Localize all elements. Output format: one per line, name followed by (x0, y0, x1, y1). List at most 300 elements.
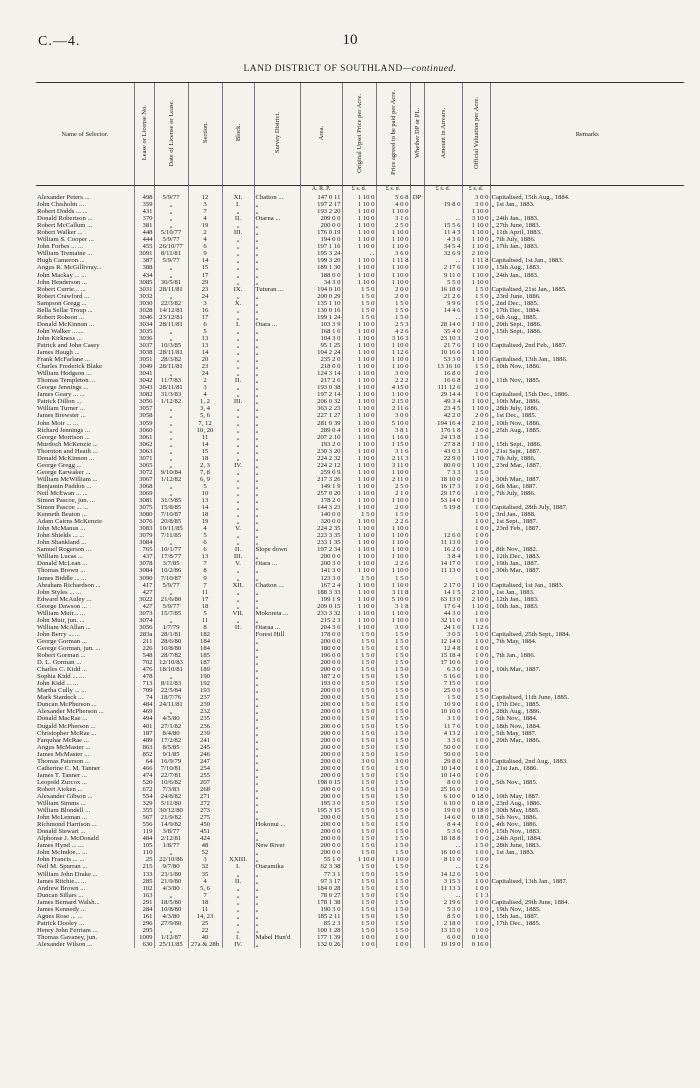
table-cell: „ (154, 892, 188, 899)
table-cell: 1 10 0 (462, 264, 490, 271)
table-cell: „ 19th May, 1887. (490, 793, 684, 800)
table-cell: 24 13 8 (424, 434, 462, 441)
table-cell: „ (254, 455, 300, 462)
table-cell (490, 434, 684, 441)
table-cell: IV. (222, 941, 254, 948)
table-cell (222, 758, 254, 765)
table-cell: 548 (134, 652, 154, 659)
table-cell: 7 (188, 582, 222, 589)
table-cell (410, 405, 424, 412)
table-cell: 474 (134, 772, 154, 779)
table-cell: 22/7/81 (154, 772, 188, 779)
table-cell: 5/9/77 (154, 194, 188, 201)
table-cell: 10/1/77 (154, 546, 188, 553)
table-cell (410, 504, 424, 511)
table-cell: William Blondell ... (37, 807, 91, 815)
table-cell: 12/10/83 (154, 659, 188, 666)
table-cell (410, 257, 424, 264)
table-cell: George Gorman ... (37, 637, 87, 645)
table-cell: VII. (222, 610, 254, 617)
table-row (36, 553, 684, 560)
table-cell: 3090 (134, 575, 154, 582)
table-cell: 2 5 0 (376, 483, 410, 490)
table-cell: 19 (188, 518, 222, 525)
table-cell: 3069 (134, 490, 154, 497)
table-cell: 268 (188, 786, 222, 793)
table-cell (410, 469, 424, 476)
table-cell: „ (254, 744, 300, 751)
table-cell: 1 0 0 (462, 504, 490, 511)
table-cell: Leopold Zurcox ... (37, 778, 87, 786)
table-row (36, 793, 684, 800)
table-cell: „ 28th Aug., 1886. (490, 708, 684, 715)
table-cell: 863 (134, 744, 154, 751)
table-cell: Capitalised, 21st Jan., 1885. (490, 286, 684, 293)
table-cell: 1 5 0 (376, 673, 410, 680)
table-cell: 132 0 26 (300, 941, 342, 948)
table-cell: „ (222, 476, 254, 483)
table-cell: 1 0 0 (462, 765, 490, 772)
table-cell: 3049 (134, 363, 154, 370)
table-row (36, 927, 684, 934)
table-cell (222, 687, 254, 694)
table-row (36, 321, 684, 328)
table-cell: 16 2 6 (424, 546, 462, 553)
table-cell: 18 10 0 (424, 476, 462, 483)
table-cell: 2 10 0 (462, 596, 490, 603)
table-cell: 194 16 4 (424, 420, 462, 427)
table-cell: „ 10th Nov., 1886. (490, 363, 684, 370)
table-cell: „ (222, 314, 254, 321)
table-cell: 19 8 0 (424, 201, 462, 208)
table-cell: 16 8 0 (424, 370, 462, 377)
table-cell: „ (254, 920, 300, 927)
table-cell (410, 293, 424, 300)
table-cell: 451 (188, 828, 222, 835)
table-cell: „ 15th Sept., 1886. (490, 441, 684, 448)
table-cell: 1 10 0 (342, 434, 376, 441)
table-row (36, 659, 684, 666)
table-cell: 1 0 0 (462, 744, 490, 751)
table-cell: „ (254, 849, 300, 856)
table-cell: John Walker ... ... (37, 327, 84, 335)
column-header (222, 83, 254, 186)
table-cell: 1 10 0 (342, 497, 376, 504)
table-cell (490, 349, 684, 356)
table-cell: 2 0 0 (462, 476, 490, 483)
table-cell: 3 0 0 (376, 412, 410, 419)
table-cell (410, 462, 424, 469)
table-cell: 3 (188, 384, 222, 391)
table-cell: „ (154, 328, 188, 335)
table-cell: „ (154, 448, 188, 455)
table-row (36, 525, 684, 532)
table-cell: 5 (188, 610, 222, 617)
table-cell: „ (154, 673, 188, 680)
table-cell: 29 17 6 (424, 490, 462, 497)
table-row (36, 638, 684, 645)
table-cell: 484 (134, 701, 154, 708)
table-cell: „ (222, 236, 254, 243)
table-cell: 1 5 0 (342, 701, 376, 708)
table-cell: 3038 (134, 349, 154, 356)
table-cell: 1 5 0 (342, 673, 376, 680)
column-header-label: Original Upset Price per Acre. (355, 93, 363, 173)
table-cell: 1 10 0 (342, 624, 376, 631)
table-cell: 7/3/83 (154, 786, 188, 793)
table-cell: 176 1 8 (424, 427, 462, 434)
table-cell: 498 (134, 194, 154, 201)
table-cell: „ (254, 384, 300, 391)
table-cell: Otara ... (254, 560, 300, 567)
table-cell: 15 5 6 (424, 222, 462, 229)
table-cell: 187 (188, 659, 222, 666)
table-cell: 3075 (134, 504, 154, 511)
table-cell: 195 3 0 (300, 800, 342, 807)
table-cell: 1 10 0 (376, 208, 410, 215)
table-cell: 200 0 0 (300, 723, 342, 730)
table-cell: 30/5/81 (154, 279, 188, 286)
table-cell (222, 835, 254, 842)
column-header-label: Whether DP or PL. (413, 108, 421, 158)
table-row (36, 751, 684, 758)
table-cell: 14, 23 (188, 913, 222, 920)
table-cell: Alexander Wilson ... (37, 940, 93, 948)
table-cell (410, 814, 424, 821)
table-cell: 200 0 0 (300, 758, 342, 765)
table-cell: 18/5/80 (154, 899, 188, 906)
table-cell (490, 744, 684, 751)
table-cell: 3076 (134, 518, 154, 525)
table-cell: 21 2 6 (424, 293, 462, 300)
table-cell: 1 5 0 (342, 927, 376, 934)
table-cell: 478 (134, 673, 154, 680)
table-cell: 1 10 0 (376, 525, 410, 532)
table-cell: „ (254, 349, 300, 356)
table-cell (222, 673, 254, 680)
table-cell: 5/10/77 (154, 229, 188, 236)
table-cell: 1 16 0 (376, 434, 410, 441)
table-cell: 363 2 23 (300, 405, 342, 412)
table-cell: 1 10 0 (342, 469, 376, 476)
table-cell: „ 6th Mar., 1887. (490, 483, 684, 490)
table-cell: „ (154, 462, 188, 469)
table-row (36, 934, 684, 941)
table-cell: 11 7 6 (424, 723, 462, 730)
table-cell: 22/3/82 (154, 300, 188, 307)
table-cell: 184 (188, 638, 222, 645)
table-row (36, 835, 684, 842)
table-cell: 1 0 0 (462, 532, 490, 539)
table-cell (222, 701, 254, 708)
table-cell: 18 18 8 (424, 835, 462, 842)
table-cell: 1 0 0 (462, 899, 490, 906)
table-cell (410, 934, 424, 941)
table-cell: 1 10 0 (376, 539, 410, 546)
table-cell (410, 941, 424, 948)
table-cell (222, 828, 254, 835)
table-cell (410, 208, 424, 215)
table-cell: 1 10 0 (342, 342, 376, 349)
table-cell: 18 (188, 899, 222, 906)
table-cell: 1 12 6 (462, 624, 490, 631)
column-header (342, 83, 376, 186)
table-cell (222, 800, 254, 807)
table-cell: 11 (188, 906, 222, 913)
table-cell: 1 10 0 (342, 546, 376, 553)
table-cell: 6 (188, 321, 222, 328)
table-row (36, 645, 684, 652)
table-cell: Angus McMaster ... (37, 743, 91, 751)
table-cell: „ (254, 335, 300, 342)
table-cell (410, 927, 424, 934)
table-cell: 245 (188, 744, 222, 751)
table-cell: 2 0 0 (376, 504, 410, 511)
table-cell: 3 11 8 (376, 589, 410, 596)
table-cell: 1 10 0 (462, 497, 490, 504)
table-cell (410, 856, 424, 863)
table-cell: 1 10 0 (342, 856, 376, 863)
table-cell: 702 (134, 659, 154, 666)
table-cell: „ (254, 356, 300, 363)
table-cell: 194 0 0 (300, 236, 342, 243)
table-cell: 1 10 0 (342, 427, 376, 434)
table-cell (410, 800, 424, 807)
table-cell: 1 0 0 (462, 652, 490, 659)
table-cell: 31/3/85 (154, 497, 188, 504)
table-cell: „ (222, 257, 254, 264)
table-cell: „ (154, 434, 188, 441)
table-cell: 16 (188, 307, 222, 314)
table-cell: Otara ... (254, 321, 300, 328)
table-cell: Robert Gorman ... (37, 652, 86, 660)
table-cell: 104 3 0 (300, 335, 342, 342)
table-cell: Richmond Harrison ... (37, 821, 97, 829)
table-cell: 8 5 0 (424, 913, 462, 920)
table-cell: 102 (134, 885, 154, 892)
table-cell: 1 0 0 (462, 518, 490, 525)
table-cell: „ (154, 427, 188, 434)
column-header-label: Amount in Arrears. (439, 107, 447, 159)
table-cell: 11 13 3 (424, 885, 462, 892)
table-cell: 3065 (134, 462, 154, 469)
table-cell: „ (154, 483, 188, 490)
table-cell (410, 532, 424, 539)
table-cell: 200 0 0 (300, 849, 342, 856)
table-row (36, 920, 684, 927)
table-cell: 7/11/85 (154, 532, 188, 539)
table-cell: 1 5 0 (342, 680, 376, 687)
table-cell: „ 19th Jan., 1887. (490, 560, 684, 567)
table-row (36, 264, 684, 271)
table-cell: „ 5th May, 1887. (490, 730, 684, 737)
table-cell: 123 3 0 (300, 575, 342, 582)
table-cell: 1 0 0 (462, 885, 490, 892)
table-cell: 233 3 32 (300, 610, 342, 617)
table-cell: 4 (188, 215, 222, 222)
table-cell: 13 (188, 335, 222, 342)
table-cell: 1 0 0 (342, 941, 376, 948)
table-cell: 1 5 0 (376, 737, 410, 744)
table-cell: „ (254, 490, 300, 497)
table-cell: 1 0 0 (462, 786, 490, 793)
table-cell: 1 10 0 (342, 257, 376, 264)
table-cell: 3 0 0 (376, 758, 410, 765)
table-cell: Neil M. Spurran ... (37, 863, 88, 871)
table-cell: Alexander Gibson ... (37, 792, 93, 800)
table-cell: „ (254, 730, 300, 737)
table-cell (222, 849, 254, 856)
table-cell: 1 0 0 (462, 708, 490, 715)
table-cell: Patrick Dooley ... (37, 919, 84, 927)
table-cell: 190 3 0 (300, 906, 342, 913)
table-cell: „ 21st Sept., 1887. (490, 448, 684, 455)
table-cell: 28/11/81 (154, 321, 188, 328)
table-cell: 3 3 6 (424, 737, 462, 744)
table-cell: 35 (188, 871, 222, 878)
table-cell: 28/11/81 (154, 349, 188, 356)
table-cell: 111 12 6 (424, 384, 462, 391)
table-cell: 4 3 6 (424, 236, 462, 243)
table-cell (410, 871, 424, 878)
table-cell: 2 2 6 (376, 560, 410, 567)
table-cell: 1 5 0 (342, 286, 376, 293)
table-cell: 34 3 0 (300, 279, 342, 286)
table-row (36, 476, 684, 483)
table-cell: 247 (188, 758, 222, 765)
table-cell: 1 0 0 (462, 701, 490, 708)
table-row (36, 744, 684, 751)
table-cell: Tuturan ... (254, 286, 300, 293)
table-cell: 2 15 0 (376, 398, 410, 405)
table-cell (410, 525, 424, 532)
table-cell: 50 0 0 (424, 744, 462, 751)
unit-cell (36, 186, 134, 195)
table-cell: „ (254, 448, 300, 455)
table-cell: William Hodgson ... (37, 370, 92, 378)
table-cell: 355 (134, 807, 154, 814)
table-cell: 1 5 0 (376, 885, 410, 892)
table-cell: James McMaster ... (37, 750, 90, 758)
table-cell: 1 10 0 (376, 610, 410, 617)
table-cell: 3083 (134, 525, 154, 532)
table-cell: 1 5 0 (376, 906, 410, 913)
table-cell: 1 10 0 (462, 272, 490, 279)
table-cell (410, 286, 424, 293)
table-cell (490, 250, 684, 257)
table-cell: Andrew Brown ... (37, 884, 86, 892)
table-cell: 13 15 0 (424, 927, 462, 934)
table-cell (410, 765, 424, 772)
column-header (424, 83, 462, 186)
table-cell: 1, 2 (188, 398, 222, 405)
table-cell: 28/1/81 (154, 631, 188, 638)
table-cell: „ 28th June, 1883. (490, 842, 684, 849)
table-cell (410, 272, 424, 279)
table-cell: Capitalised, 25th Sept., 1884. (490, 631, 684, 638)
table-cell: 1 10 0 (342, 335, 376, 342)
table-cell: 1 5 0 (342, 835, 376, 842)
table-cell: „ (254, 272, 300, 279)
table-cell: 1 5 0 (376, 842, 410, 849)
table-cell: 381 (134, 222, 154, 229)
table-row (36, 849, 684, 856)
table-cell: 1 10 0 (342, 264, 376, 271)
table-cell (410, 772, 424, 779)
table-cell: 567 (134, 814, 154, 821)
column-header-label: Date of License or Lease. (167, 99, 175, 167)
table-cell: 1 0 0 (462, 391, 490, 398)
table-cell: 5/9/77 (154, 603, 188, 610)
table-cell (490, 772, 684, 779)
table-cell: Hugh Cameron ... (37, 257, 85, 265)
table-cell (410, 215, 424, 222)
table-cell: D. L. Gorman ... (37, 659, 82, 667)
table-cell: „ (254, 264, 300, 271)
table-cell (410, 680, 424, 687)
table-cell: 16 6 8 (424, 377, 462, 384)
table-cell: „ (154, 455, 188, 462)
table-body (36, 186, 684, 949)
table-cell: 3085 (134, 279, 154, 286)
table-cell: 11 (188, 589, 222, 596)
table-cell: 10 9 0 (424, 701, 462, 708)
table-cell: 2 0 0 (462, 328, 490, 335)
table-cell: 7/10/87 (154, 511, 188, 518)
table-row (36, 208, 684, 215)
table-cell: 4 2 6 (376, 328, 410, 335)
table-cell: 1 10 0 (342, 420, 376, 427)
table-cell: Robert Walker ... (37, 229, 83, 237)
table-cell: 3056 (134, 398, 154, 405)
table-row (36, 511, 684, 518)
table-cell: 5 19 8 (424, 504, 462, 511)
table-cell: 259 0 9 (300, 469, 342, 476)
table-cell: 437 (134, 553, 154, 560)
table-cell: „ (254, 906, 300, 913)
table-cell: 1 10 0 (462, 441, 490, 448)
table-cell: 1 0 0 (342, 934, 376, 941)
table-cell (222, 821, 254, 828)
table-cell: Mabel Hun'd (254, 934, 300, 941)
table-cell: 32 11 0 (424, 617, 462, 624)
table-cell (410, 420, 424, 427)
table-cell: 13 (188, 497, 222, 504)
table-cell: 2 17 6 (424, 264, 462, 271)
table-cell: William McWilliam ... (37, 475, 98, 483)
table-cell: 3034 (134, 321, 154, 328)
table-cell: „ (222, 420, 254, 427)
table-cell: 193 2 0 (300, 441, 342, 448)
table-cell (490, 659, 684, 666)
table-cell: „ 7th July, 1886. (490, 236, 684, 243)
table-cell: 2 2 6 (376, 518, 410, 525)
table-cell: 200 0 0 (300, 638, 342, 645)
table-cell: 1 0 0 (462, 617, 490, 624)
table-cell: 6 (188, 546, 222, 553)
table-cell: 3078 (134, 560, 154, 567)
table-cell (410, 497, 424, 504)
table-cell: 206 0 32 (300, 398, 342, 405)
table-cell: 1 5 0 (376, 575, 410, 582)
table-cell: Thomas Gavaney, jun. (37, 933, 98, 941)
table-cell (410, 391, 424, 398)
table-cell: 1 0 0 (462, 730, 490, 737)
table-row (36, 582, 684, 589)
table-header (36, 83, 684, 186)
table-cell: 49 3 4 (424, 398, 462, 405)
table-cell (410, 730, 424, 737)
